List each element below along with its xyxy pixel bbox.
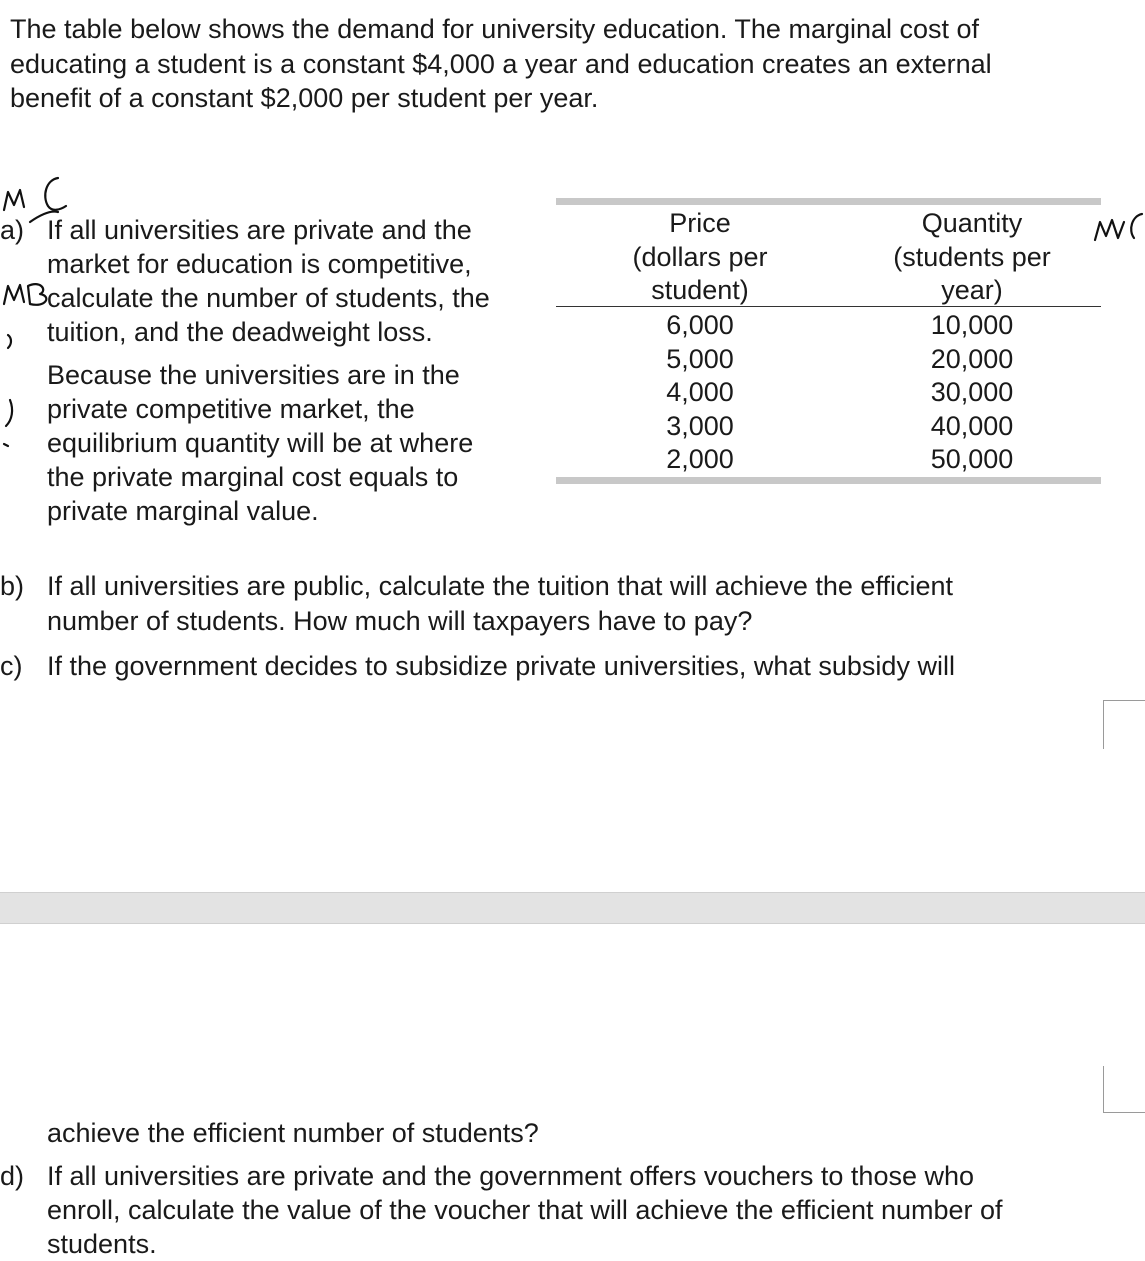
header-line: year) (941, 275, 1003, 305)
question-b-label: b) (0, 571, 25, 601)
answer-line: private marginal value. (47, 496, 319, 526)
table-cell-quantity: 20,000 (930, 343, 1014, 374)
answer-line: Because the universities are in the (47, 360, 460, 390)
header-line: (dollars per (632, 241, 768, 272)
margin-mark (4, 444, 8, 446)
table-cell-price: 6,000 (666, 310, 734, 340)
question-c-text: If the government decides to subsidize private universities, what subsidy will (47, 651, 955, 681)
question-a-line: tuition, and the deadweight loss. (47, 317, 433, 347)
table-cell-quantity: 10,000 (930, 310, 1014, 340)
question-d-line: enroll, calculate the value of the voucher that will achieve the efficient number of (47, 1195, 1003, 1225)
header-line: student) (651, 275, 749, 305)
table-cell-price: 2,000 (666, 444, 734, 474)
handwritten-mb-left (4, 284, 46, 305)
intro-line: educating a student is a constant $4,000 a year and education creates an external (10, 48, 992, 79)
question-d-line: If all universities are private and the government offers vouchers to those who (47, 1161, 975, 1191)
question-b-line: If all universities are public, calculate the tuition that will achieve the efficient (47, 571, 953, 601)
header-line: Price (669, 208, 731, 238)
handwritten-strike (30, 212, 58, 222)
question-b-line: number of students. How much will taxpayers have to pay? (47, 606, 753, 636)
table-cell-quantity: 40,000 (930, 410, 1014, 441)
table-cell-quantity: 30,000 (930, 377, 1014, 407)
table-cell-quantity: 50,000 (930, 444, 1014, 474)
table-cell-price: 5,000 (666, 343, 734, 374)
answer-line: the private marginal cost equals to (47, 462, 459, 492)
handwritten-mc-right (1095, 214, 1142, 240)
margin-mark (6, 400, 12, 426)
intro-line: benefit of a constant $2,000 per student per year. (10, 83, 599, 113)
margin-mark (8, 335, 11, 348)
question-c-label: c) (0, 651, 23, 681)
header-line: (students per (893, 241, 1051, 272)
intro-line: The table below shows the demand for university education. The marginal cost of (10, 14, 980, 44)
question-d-label: d) (0, 1161, 25, 1191)
question-c-continuation: achieve the efficient number of students? (47, 1118, 539, 1148)
header-line: Quantity (921, 208, 1023, 238)
question-d-line: students. (47, 1229, 157, 1259)
question-a-label: a) (0, 215, 25, 245)
table-cell-price: 4,000 (666, 377, 734, 407)
answer-line: equilibrium quantity will be at where (47, 428, 474, 458)
question-a-line: If all universities are private and the (47, 215, 472, 245)
question-a-line: calculate the number of students, the (47, 283, 490, 313)
question-a-line: market for education is competitive, (47, 249, 472, 279)
table-cell-price: 3,000 (666, 410, 734, 441)
answer-line: private competitive market, the (47, 394, 415, 424)
handwritten-mc-top (4, 178, 66, 210)
